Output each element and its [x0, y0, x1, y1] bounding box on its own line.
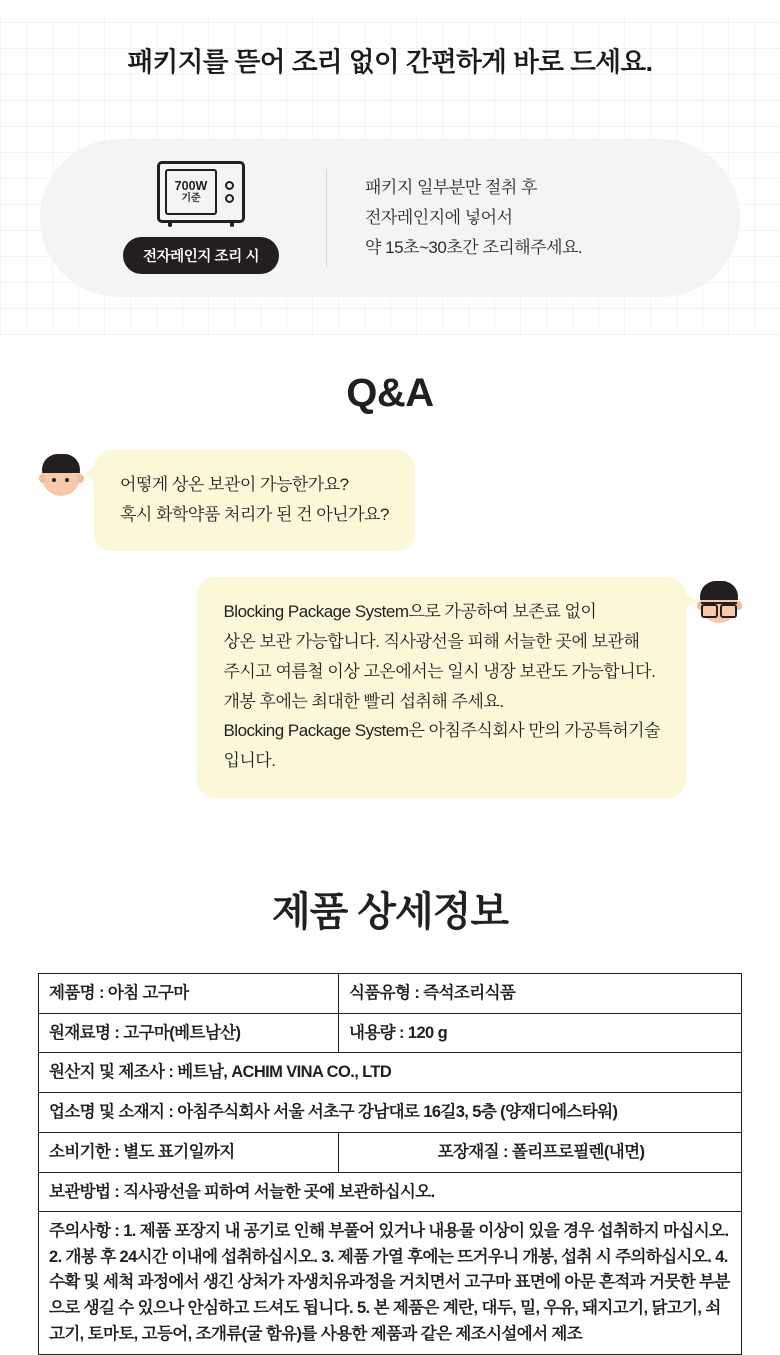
instruction-line-3: 약 15초~30초간 조리해주세요. — [365, 237, 583, 257]
table-row — [39, 1053, 742, 1093]
avatar-eye-left — [52, 478, 56, 482]
microwave-icon — [157, 161, 245, 223]
table-row — [39, 973, 742, 1013]
answer-line-1: Blocking Package System으로 가공하여 보존료 없이 — [223, 602, 597, 622]
product-detail-title: 제품 상세정보 — [272, 889, 508, 934]
answer-line-4: 개봉 후에는 최대한 빨리 섭취해 주세요. — [223, 691, 504, 711]
question-line-2: 혹시 화학약품 처리가 된 건 아닌가요? — [120, 504, 389, 524]
table-row — [39, 1093, 742, 1133]
question-line-1: 어떻게 상온 보관이 가능한가요? — [120, 474, 349, 494]
customer-avatar — [38, 450, 84, 500]
label-product-name: 제품명 : — [49, 983, 104, 1002]
cell-company — [39, 1093, 742, 1133]
microwave-illustration-group — [76, 161, 326, 274]
avatar-ear-left — [39, 474, 46, 483]
cell-caution — [39, 1212, 742, 1355]
label-ingredient: 원재료명 : — [49, 1023, 120, 1042]
cooking-instruction-text — [327, 173, 582, 262]
answer-line-6: 입니다. — [223, 751, 276, 770]
answer-line-3: 주시고 여름철 이상 고온에서는 일시 냉장 보관도 가능합니다. — [223, 661, 656, 681]
cell-volume — [339, 1013, 742, 1053]
value-food-type: 즉석조리식품 — [423, 983, 516, 1002]
microwave-button-icon — [225, 194, 234, 203]
microwave-legs — [160, 222, 242, 227]
value-caution: 1. 제품 포장지 내 공기로 인해 부풀어 있거나 내용물 이상이 있을 경우 섭취하지 마십시오. 2. 개봉 후 24시간 이내에 섭취하십시오. 3. 제품 가열 후에는 뜨거우니 개봉, 섭취 시 주의하십시오. 4. 수확 및 세척 과정에서 생긴 상처가 자생치유과정을 거치면서 고구마 표면에 아문 흔적과 거뭇한 부분으로 생길 수 있으나 안심하고 드셔도 됩니다. 5. 본 제품은 계란, 대두, 밀, 우유, 돼지고기, 닭고기, 쇠고기, 토마토, 고등어, 조개류(굴 함유)를 사용한 제품과 같은 제조시설에서 제조 — [49, 1222, 730, 1343]
qa-answer-row — [0, 577, 780, 798]
label-caution: 주의사항 : — [49, 1222, 120, 1241]
page-headline: 패키지를 뜯어 조리 없이 간편하게 바로 드세요. — [127, 46, 653, 77]
table-row — [39, 1212, 742, 1355]
cell-storage — [39, 1172, 742, 1212]
label-origin: 원산지 및 제조사 : — [49, 1063, 174, 1082]
microwave-pill-label: 전자레인지 조리 시 — [123, 237, 279, 274]
question-bubble — [94, 450, 415, 552]
cell-package — [339, 1132, 742, 1172]
label-storage: 보관방법 : — [49, 1182, 120, 1201]
value-ingredient: 고구마(베트남산) — [123, 1023, 241, 1042]
label-expiry: 소비기한 : — [49, 1142, 120, 1161]
cell-food-type — [339, 973, 742, 1013]
value-product-name: 아침 고구마 — [107, 983, 189, 1002]
microwave-screen — [165, 169, 217, 215]
value-package: 폴리프로필렌(내면) — [511, 1142, 645, 1161]
qa-spacer — [0, 551, 780, 577]
answer-line-2: 상온 보관 가능합니다. 직사광선을 피해 서늘한 곳에 보관해 — [223, 632, 640, 651]
qa-section — [0, 335, 780, 808]
cell-product-name — [39, 973, 339, 1013]
microwave-control-panel — [221, 169, 237, 215]
glasses-icon — [701, 602, 737, 613]
instruction-line-2: 전자레인지에 넣어서 — [365, 207, 513, 227]
table-row — [39, 1013, 742, 1053]
qa-question-row — [0, 450, 780, 552]
product-spec-table — [38, 973, 742, 1355]
table-row — [39, 1132, 742, 1172]
answer-line-5: Blocking Package System은 아침주식회사 만의 가공특허기술 — [223, 721, 660, 741]
label-package: 포장재질 : — [437, 1142, 508, 1161]
label-volume: 내용량 : — [349, 1023, 404, 1042]
cooking-instruction-section — [0, 18, 780, 335]
qa-title: Q&A — [346, 370, 434, 415]
cell-expiry — [39, 1132, 339, 1172]
avatar-eye-right — [65, 478, 69, 482]
label-food-type: 식품유형 : — [349, 983, 420, 1002]
value-company: 아침주식회사 서울 서초구 강남대로 16길3, 5층 (양재디에스타워) — [177, 1103, 618, 1121]
answer-bubble — [197, 577, 686, 798]
value-storage: 직사광선을 피하여 서늘한 곳에 보관하십시오. — [123, 1182, 435, 1201]
microwave-knob-icon — [225, 181, 234, 190]
microwave-watt-label: 700W — [174, 179, 208, 194]
microwave-instruction-card — [40, 139, 740, 297]
table-row — [39, 1172, 742, 1212]
value-origin: 베트남, ACHIM VINA CO., LTD — [177, 1063, 392, 1082]
value-expiry: 별도 표기일까지 — [123, 1142, 235, 1161]
instruction-line-1: 패키지 일부분만 절취 후 — [365, 178, 537, 198]
cell-origin — [39, 1053, 742, 1093]
product-info-section — [0, 880, 780, 1355]
staff-avatar — [696, 577, 742, 627]
label-company: 업소명 및 소재지 : — [49, 1103, 174, 1121]
microwave-base-label: 기준 — [181, 192, 201, 204]
cell-ingredient — [39, 1013, 339, 1053]
value-volume: 120 g — [407, 1023, 448, 1042]
